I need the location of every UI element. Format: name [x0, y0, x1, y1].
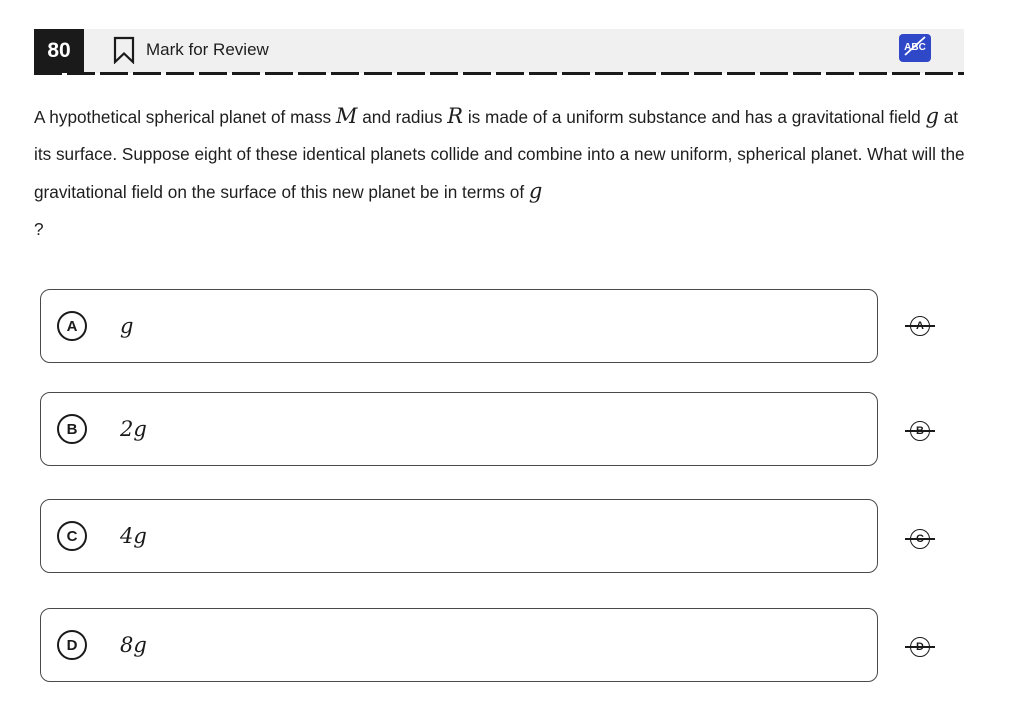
- question-header: [34, 29, 964, 73]
- math-var-g: g: [925, 104, 939, 128]
- mark-for-review-label: Mark for Review: [146, 40, 269, 59]
- choice-letter-b: B: [57, 414, 87, 444]
- math-var-r: R: [447, 104, 464, 128]
- choice-text-c: 4g: [120, 524, 147, 548]
- choice-letter-d: D: [57, 630, 87, 660]
- abc-icon-text: ABC: [904, 41, 926, 53]
- answer-choice-a[interactable]: [40, 289, 878, 363]
- answer-choice-c[interactable]: [40, 499, 878, 573]
- choice-letter-c: C: [57, 521, 87, 551]
- question-text: A hypothetical spherical planet of mass M and radius R is made of a uniform substance and has a gravitational field g at its surface. Suppose eight of these identical planets collide and combine into a new uniform, spherical planet. What will the gravitational field on the surface of this new planet be in terms of g ?: [34, 104, 965, 239]
- strikethrough-line-icon: [905, 430, 935, 432]
- choice-text-a: g: [120, 314, 134, 338]
- eliminate-choice-d-button[interactable]: [905, 635, 935, 659]
- header-divider: [34, 72, 964, 75]
- eliminate-choice-c-button[interactable]: [905, 527, 935, 551]
- abc-strikethrough-icon: [901, 35, 929, 62]
- strikethrough-line-icon: [905, 325, 935, 327]
- answer-choice-b[interactable]: [40, 392, 878, 466]
- strikethrough-line-icon: [905, 646, 935, 648]
- eliminate-choice-b-button[interactable]: [905, 419, 935, 443]
- question-number: 80: [34, 29, 84, 73]
- strikethrough-line-icon: [905, 538, 935, 540]
- mark-for-review-button[interactable]: [113, 35, 269, 65]
- choice-text-d: 8g: [120, 633, 147, 657]
- math-var-g: g: [528, 179, 543, 203]
- eliminate-choice-a-button[interactable]: [905, 314, 935, 338]
- bookmark-icon: [113, 36, 135, 64]
- choice-text-b: 2g: [120, 417, 147, 441]
- answer-choice-d[interactable]: [40, 608, 878, 682]
- choice-letter-a: A: [57, 311, 87, 341]
- math-var-m: M: [335, 104, 358, 128]
- abc-eliminator-toggle[interactable]: [899, 34, 931, 62]
